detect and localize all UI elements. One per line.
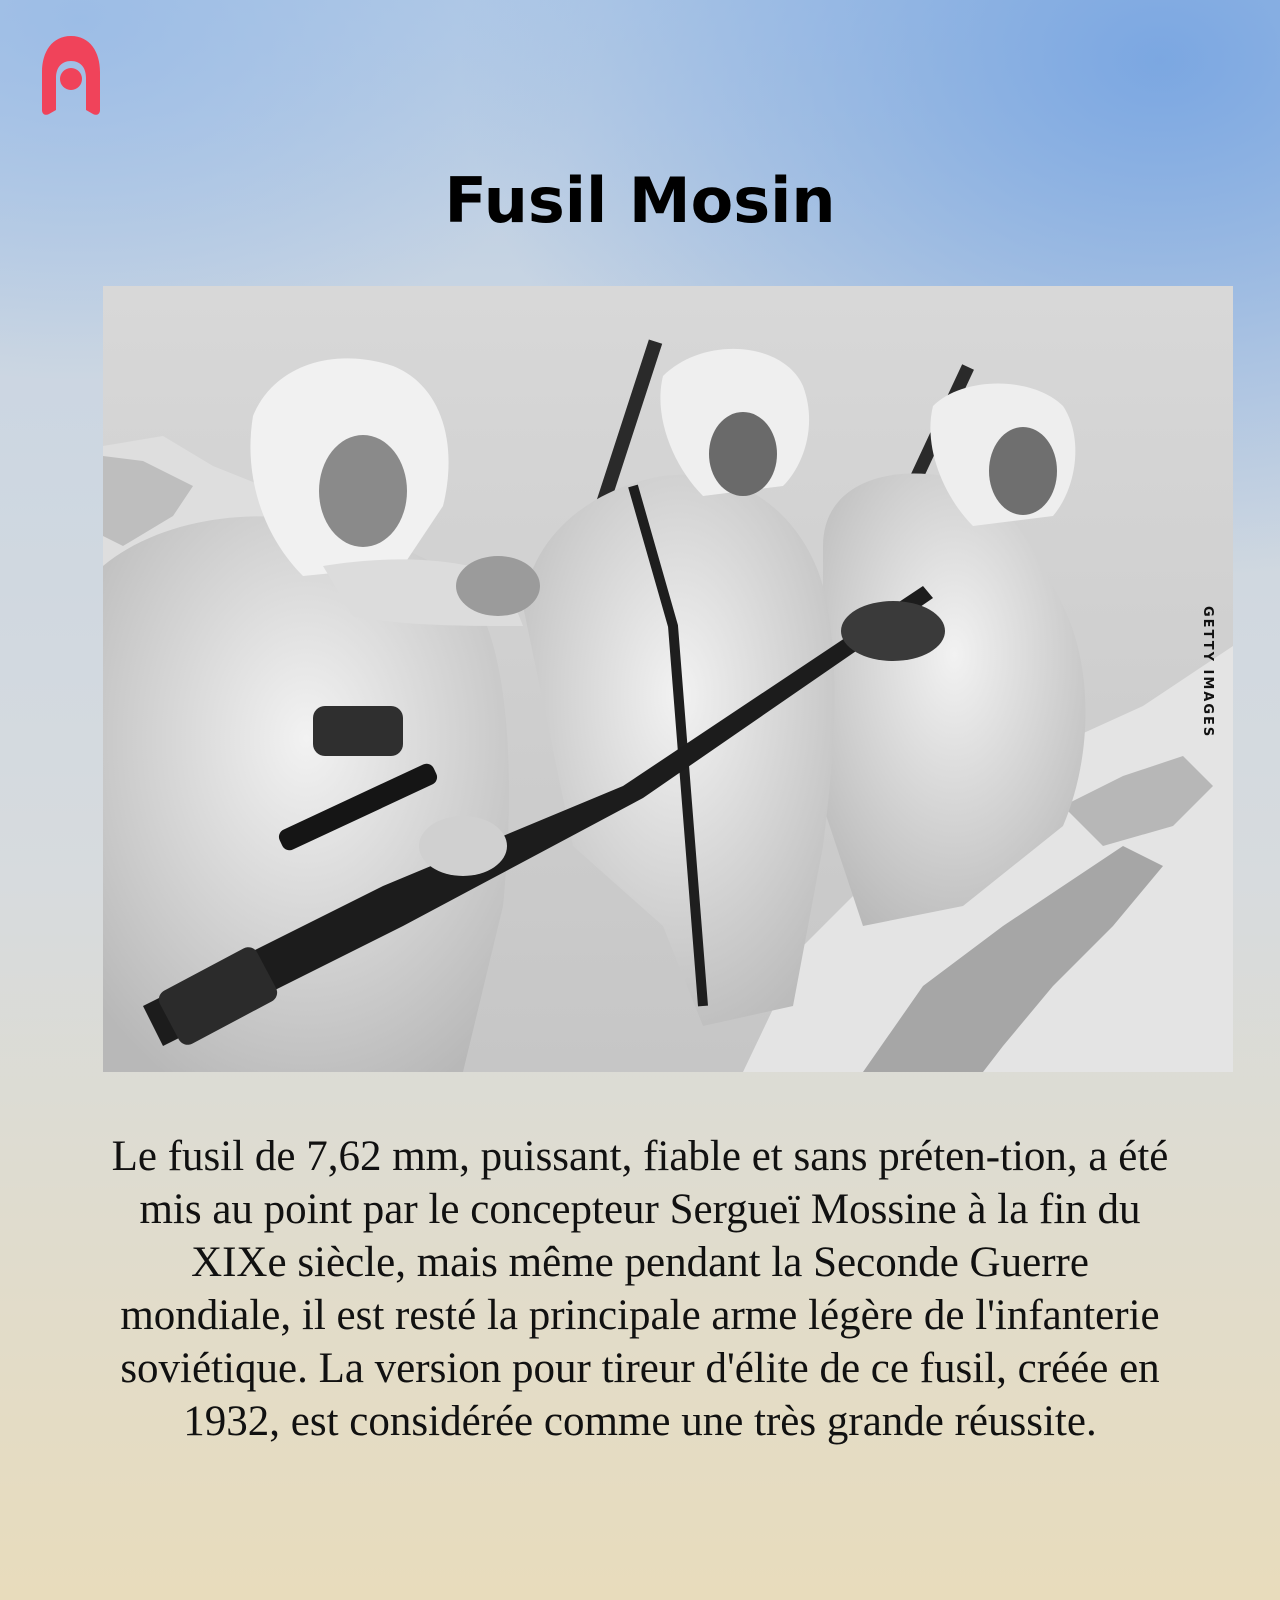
photo-credit: GETTY IMAGES	[1200, 606, 1215, 739]
page-title: Fusil Mosin	[444, 164, 836, 237]
article-text: Le fusil de 7,62 mm, puissant, fiable et sans préten-tion, a été mis au point par le concepteur Sergueï Mossine à la fin du XIXe siècle, mais même pendant la Seconde Guerre mondiale, il est resté la principale arme légère de l'infanterie soviétique. La version pour tireur d'élite de ce fusil, créée en 1932, est considérée comme une très grande réussite.	[111, 1133, 1169, 1445]
snipers-illustration	[103, 286, 1233, 1072]
brand-logo-icon	[36, 34, 106, 116]
historical-photo	[103, 286, 1233, 1072]
